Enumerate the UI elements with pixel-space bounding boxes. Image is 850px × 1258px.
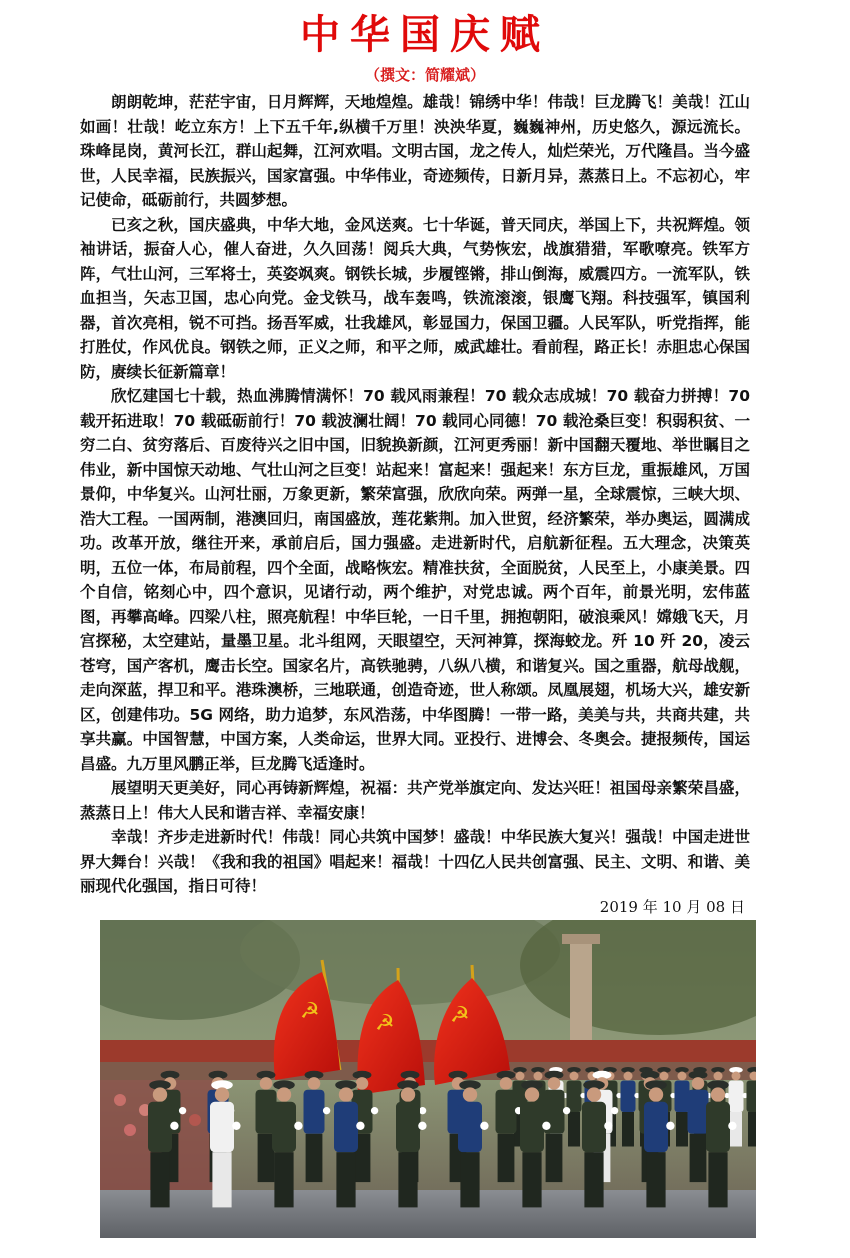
svg-text:☭: ☭ — [450, 1003, 470, 1028]
article-body — [80, 90, 750, 899]
paragraph: 欣忆建国七十载，热血沸腾情满怀！70 载风雨兼程！70 载众志成城！70 载奋力拼搏！70 载开拓进取！70 载砥砺前行！70 载波澜壮阔！70 载同心同德！70 载沧桑巨变！积弱积贫、一穷二白、贫穷落后、百废待兴之旧中国，旧貌换新颜，江河更秀丽！新中国翻天覆地、举世瞩目之伟业，新中国惊天动地、气壮山河之巨变！站起来！富起来！强起来！东方巨龙，重振雄风，万国景仰，中华复兴。山河壮丽，万象更新，繁荣富强，欣欣向荣。两弹一星，全球震惊，三峡大坝、浩大工程。一国两制，港澳回归，南国盛放，莲花紫荆。加入世贸，经济繁荣，举办奥运，圆满成功。改革开放，继往开来，承前启后，国力强盛。走进新时代，启航新征程。五大理念，决策英明，五位一体，布局前程，四个全面，战略恢宏。精准扶贫，全面脱贫，人民至上，小康美景。四个自信，铭刻心中，四个意识，见诸行动，两个维护，对党忠诚。两个百年，前景光明，宏伟蓝图，再攀高峰。四梁八柱，照亮航程！中华巨轮，一日千里，拥抱朝阳，破浪乘风！嫦娥飞天，月宫探秘，太空建站，量墨卫星。北斗组网，天眼望空，天河神算，探海蛟龙。歼 10 歼 20，凌云苍穹，国产客机，鹰击长空。国家名片，高铁驰骋，八纵八横，和谐复兴。国之重器，航母战舰，走向深蓝，捍卫和平。港珠澳桥，三地联通，创造奇迹，世人称颂。凤凰展翅，机场大兴，雄安新区，创建伟功。5G 网络，助力追梦，东风浩荡，中华图腾！一带一路，美美与共，共商共建，共享共赢。中国智慧，中国方案，人类命运，世界大同。亚投行、进博会、冬奥会。捷报频传，国运昌盛。九万里风鹏正举，巨龙腾飞适逢时。 — [80, 387, 750, 773]
svg-text:☭: ☭ — [375, 1011, 395, 1036]
article-date: 2019 年 10 月 08 日 — [599, 898, 745, 916]
paragraph: 已亥之秋，国庆盛典，中华大地，金风送爽。七十华诞，普天同庆，举国上下，共祝辉煌。领袖讲话，振奋人心，催人奋进，久久回荡！阅兵大典，气势恢宏，战旗猎猎，军歌嘹亮。铁军方阵，气壮山河，三军将士，英姿飒爽。钢铁长城，步履铿锵，排山倒海，威震四方。一流军队，铁血担当，矢志卫国，忠心向党。金戈铁马，战车轰鸣，铁流滚滚，银鹰飞翔。科技强军，镇国利器，首次亮相，锐不可挡。扬吾军威，壮我雄风，彰显国力，保国卫疆。人民军队，听党指挥，能打胜仗，作风优良。钢铁之师，正义之师，和平之师，威武雄壮。看前程，路正长！赤胆忠心保国防，赓续长征新篇章！ — [80, 215, 750, 381]
svg-text:☭: ☭ — [300, 999, 320, 1024]
paragraph: 朗朗乾坤，茫茫宇宙，日月辉辉，天地煌煌。雄哉！锦绣中华！伟哉！巨龙腾飞！美哉！江山如画！壮哉！屹立东方！上下五千年,纵横千万里！泱泱华夏，巍巍神州，历史悠久，源远流长。珠峰昆岗，黄河长江，群山起舞，江河欢唱。文明古国，龙之传人，灿烂荣光，万代隆昌。当今盛世，人民幸福，民族振兴，国家富强。中华伟业，奇迹频传，日新月异，蒸蒸日上。不忘初心，牢记使命，砥砺前行，共圆梦想。 — [80, 93, 750, 209]
paragraph: 展望明天更美好，同心再铸新辉煌，祝福：共产党举旗定向、发达兴旺！祖国母亲繁荣昌盛，蒸蒸日上！伟大人民和谐吉祥、幸福安康！ — [80, 779, 750, 822]
author-line: （撰文：简耀斌） — [364, 66, 485, 84]
parade-photo — [100, 920, 756, 1238]
page-title: 中华国庆赋 — [300, 12, 550, 58]
paragraph: 幸哉！齐步走进新时代！伟哉！同心共筑中国梦！盛哉！中华民族大复兴！强哉！中国走进世界大舞台！兴哉！《我和我的祖国》唱起来！福哉！十四亿人民共创富强、民主、文明、和谐、美丽现代化强国，指日可待！ — [80, 828, 750, 895]
